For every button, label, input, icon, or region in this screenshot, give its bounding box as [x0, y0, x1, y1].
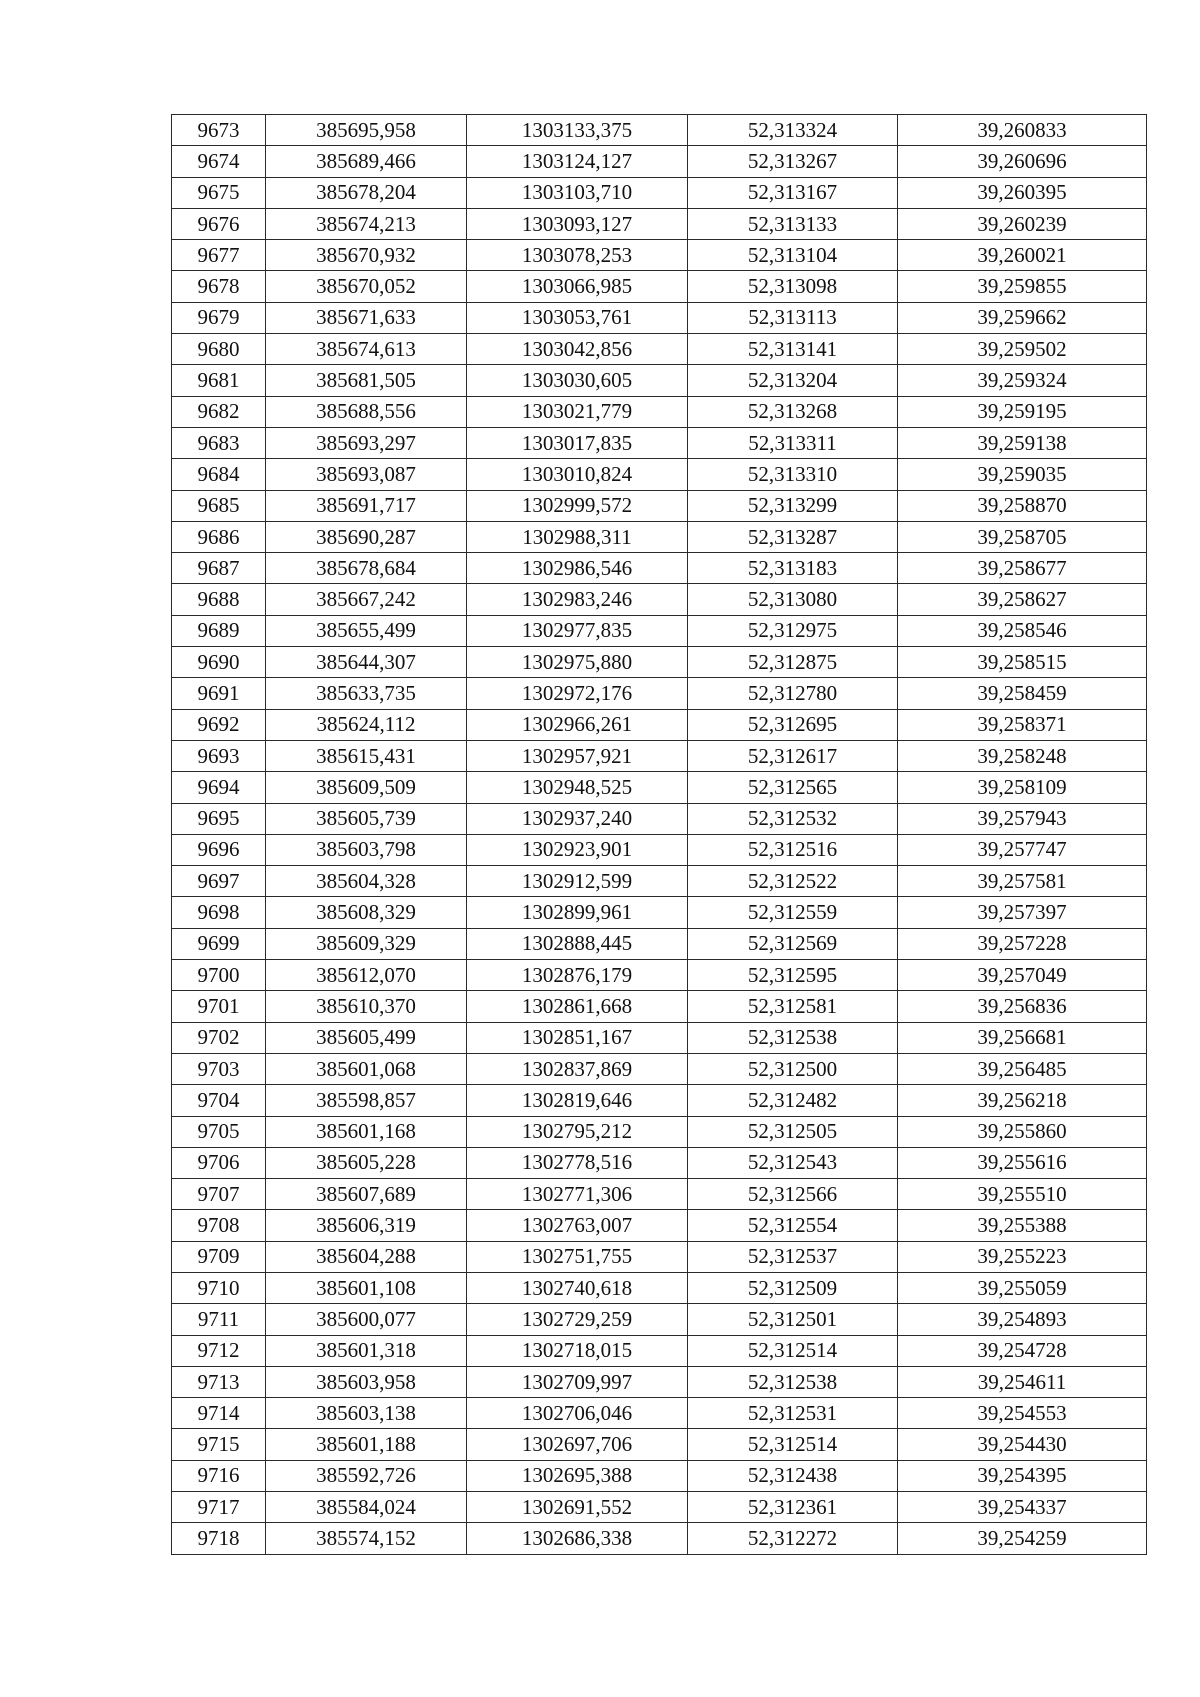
x-coordinate-cell: 385678,204: [266, 177, 467, 208]
table-row: [172, 866, 1147, 897]
longitude-cell: 39,258627: [898, 584, 1147, 615]
y-coordinate-cell: 1302948,525: [467, 772, 688, 803]
table-row: [172, 490, 1147, 521]
table-row: [172, 1210, 1147, 1241]
latitude-cell: 52,312780: [688, 678, 898, 709]
longitude-cell: 39,258371: [898, 709, 1147, 740]
latitude-cell: 52,313268: [688, 396, 898, 427]
table-row: [172, 240, 1147, 271]
table-row: [172, 678, 1147, 709]
point-number-cell: 9712: [172, 1335, 266, 1366]
latitude-cell: 52,312361: [688, 1492, 898, 1523]
x-coordinate-cell: 385670,932: [266, 240, 467, 271]
longitude-cell: 39,260239: [898, 208, 1147, 239]
longitude-cell: 39,257397: [898, 897, 1147, 928]
point-number-cell: 9713: [172, 1366, 266, 1397]
longitude-cell: 39,254430: [898, 1429, 1147, 1460]
point-number-cell: 9697: [172, 866, 266, 897]
table-row: [172, 584, 1147, 615]
longitude-cell: 39,256681: [898, 1022, 1147, 1053]
longitude-cell: 39,254728: [898, 1335, 1147, 1366]
latitude-cell: 52,312532: [688, 803, 898, 834]
point-number-cell: 9687: [172, 553, 266, 584]
y-coordinate-cell: 1302937,240: [467, 803, 688, 834]
y-coordinate-cell: 1302709,997: [467, 1366, 688, 1397]
y-coordinate-cell: 1302706,046: [467, 1398, 688, 1429]
longitude-cell: 39,257049: [898, 960, 1147, 991]
latitude-cell: 52,312543: [688, 1147, 898, 1178]
table-row: [172, 991, 1147, 1022]
y-coordinate-cell: 1303078,253: [467, 240, 688, 271]
x-coordinate-cell: 385601,068: [266, 1053, 467, 1084]
x-coordinate-cell: 385574,152: [266, 1523, 467, 1554]
y-coordinate-cell: 1302837,869: [467, 1053, 688, 1084]
point-number-cell: 9706: [172, 1147, 266, 1178]
table-row: [172, 1179, 1147, 1210]
latitude-cell: 52,313310: [688, 459, 898, 490]
table-row: [172, 1335, 1147, 1366]
x-coordinate-cell: 385601,318: [266, 1335, 467, 1366]
x-coordinate-cell: 385601,108: [266, 1272, 467, 1303]
y-coordinate-cell: 1302888,445: [467, 928, 688, 959]
table-row: [172, 1053, 1147, 1084]
x-coordinate-cell: 385688,556: [266, 396, 467, 427]
latitude-cell: 52,312509: [688, 1272, 898, 1303]
y-coordinate-cell: 1302740,618: [467, 1272, 688, 1303]
latitude-cell: 52,312522: [688, 866, 898, 897]
longitude-cell: 39,254611: [898, 1366, 1147, 1397]
table-row: [172, 772, 1147, 803]
point-number-cell: 9673: [172, 115, 266, 146]
table-row: [172, 396, 1147, 427]
point-number-cell: 9674: [172, 146, 266, 177]
y-coordinate-cell: 1302988,311: [467, 521, 688, 552]
point-number-cell: 9703: [172, 1053, 266, 1084]
longitude-cell: 39,258109: [898, 772, 1147, 803]
latitude-cell: 52,312538: [688, 1022, 898, 1053]
latitude-cell: 52,312537: [688, 1241, 898, 1272]
longitude-cell: 39,254337: [898, 1492, 1147, 1523]
table-row: [172, 1523, 1147, 1554]
latitude-cell: 52,312501: [688, 1304, 898, 1335]
y-coordinate-cell: 1302691,552: [467, 1492, 688, 1523]
longitude-cell: 39,258705: [898, 521, 1147, 552]
latitude-cell: 52,312482: [688, 1085, 898, 1116]
y-coordinate-cell: 1302751,755: [467, 1241, 688, 1272]
point-number-cell: 9698: [172, 897, 266, 928]
x-coordinate-cell: 385693,297: [266, 427, 467, 458]
latitude-cell: 52,313167: [688, 177, 898, 208]
x-coordinate-cell: 385609,329: [266, 928, 467, 959]
x-coordinate-cell: 385600,077: [266, 1304, 467, 1335]
point-number-cell: 9707: [172, 1179, 266, 1210]
longitude-cell: 39,260833: [898, 115, 1147, 146]
longitude-cell: 39,260021: [898, 240, 1147, 271]
longitude-cell: 39,260696: [898, 146, 1147, 177]
longitude-cell: 39,259195: [898, 396, 1147, 427]
point-number-cell: 9685: [172, 490, 266, 521]
table-row: [172, 740, 1147, 771]
longitude-cell: 39,259855: [898, 271, 1147, 302]
x-coordinate-cell: 385691,717: [266, 490, 467, 521]
longitude-cell: 39,256836: [898, 991, 1147, 1022]
x-coordinate-cell: 385689,466: [266, 146, 467, 177]
x-coordinate-cell: 385667,242: [266, 584, 467, 615]
point-number-cell: 9704: [172, 1085, 266, 1116]
latitude-cell: 52,312875: [688, 647, 898, 678]
x-coordinate-cell: 385601,168: [266, 1116, 467, 1147]
point-number-cell: 9686: [172, 521, 266, 552]
latitude-cell: 52,312581: [688, 991, 898, 1022]
table-row: [172, 553, 1147, 584]
table-row: [172, 960, 1147, 991]
point-number-cell: 9690: [172, 647, 266, 678]
longitude-cell: 39,259324: [898, 365, 1147, 396]
y-coordinate-cell: 1302972,176: [467, 678, 688, 709]
y-coordinate-cell: 1302966,261: [467, 709, 688, 740]
table-row: [172, 1147, 1147, 1178]
y-coordinate-cell: 1302851,167: [467, 1022, 688, 1053]
y-coordinate-cell: 1302957,921: [467, 740, 688, 771]
longitude-cell: 39,260395: [898, 177, 1147, 208]
latitude-cell: 52,313104: [688, 240, 898, 271]
latitude-cell: 52,312500: [688, 1053, 898, 1084]
table-row: [172, 334, 1147, 365]
table-row: [172, 709, 1147, 740]
latitude-cell: 52,312505: [688, 1116, 898, 1147]
longitude-cell: 39,255616: [898, 1147, 1147, 1178]
y-coordinate-cell: 1302778,516: [467, 1147, 688, 1178]
x-coordinate-cell: 385605,499: [266, 1022, 467, 1053]
longitude-cell: 39,255510: [898, 1179, 1147, 1210]
latitude-cell: 52,312438: [688, 1460, 898, 1491]
x-coordinate-cell: 385670,052: [266, 271, 467, 302]
point-number-cell: 9678: [172, 271, 266, 302]
y-coordinate-cell: 1302899,961: [467, 897, 688, 928]
table-row: [172, 1116, 1147, 1147]
x-coordinate-cell: 385603,138: [266, 1398, 467, 1429]
table-row: [172, 1272, 1147, 1303]
table-row: [172, 521, 1147, 552]
x-coordinate-cell: 385624,112: [266, 709, 467, 740]
latitude-cell: 52,313133: [688, 208, 898, 239]
table-row: [172, 615, 1147, 646]
table-row: [172, 928, 1147, 959]
x-coordinate-cell: 385603,798: [266, 834, 467, 865]
x-coordinate-cell: 385674,613: [266, 334, 467, 365]
y-coordinate-cell: 1303093,127: [467, 208, 688, 239]
point-number-cell: 9718: [172, 1523, 266, 1554]
x-coordinate-cell: 385584,024: [266, 1492, 467, 1523]
latitude-cell: 52,312565: [688, 772, 898, 803]
latitude-cell: 52,313183: [688, 553, 898, 584]
x-coordinate-cell: 385612,070: [266, 960, 467, 991]
y-coordinate-cell: 1302718,015: [467, 1335, 688, 1366]
point-number-cell: 9681: [172, 365, 266, 396]
point-number-cell: 9688: [172, 584, 266, 615]
x-coordinate-cell: 385601,188: [266, 1429, 467, 1460]
latitude-cell: 52,313267: [688, 146, 898, 177]
latitude-cell: 52,313311: [688, 427, 898, 458]
point-number-cell: 9717: [172, 1492, 266, 1523]
point-number-cell: 9709: [172, 1241, 266, 1272]
longitude-cell: 39,255388: [898, 1210, 1147, 1241]
table-row: [172, 897, 1147, 928]
point-number-cell: 9696: [172, 834, 266, 865]
latitude-cell: 52,312975: [688, 615, 898, 646]
y-coordinate-cell: 1302861,668: [467, 991, 688, 1022]
x-coordinate-cell: 385604,328: [266, 866, 467, 897]
latitude-cell: 52,312554: [688, 1210, 898, 1241]
point-number-cell: 9693: [172, 740, 266, 771]
point-number-cell: 9694: [172, 772, 266, 803]
x-coordinate-cell: 385681,505: [266, 365, 467, 396]
table-row: [172, 647, 1147, 678]
y-coordinate-cell: 1302912,599: [467, 866, 688, 897]
x-coordinate-cell: 385693,087: [266, 459, 467, 490]
y-coordinate-cell: 1302977,835: [467, 615, 688, 646]
longitude-cell: 39,258677: [898, 553, 1147, 584]
longitude-cell: 39,258870: [898, 490, 1147, 521]
x-coordinate-cell: 385674,213: [266, 208, 467, 239]
y-coordinate-cell: 1302999,572: [467, 490, 688, 521]
table-row: [172, 1304, 1147, 1335]
table-row: [172, 177, 1147, 208]
x-coordinate-cell: 385606,319: [266, 1210, 467, 1241]
longitude-cell: 39,259035: [898, 459, 1147, 490]
table-row: [172, 427, 1147, 458]
latitude-cell: 52,312514: [688, 1335, 898, 1366]
table-body: [172, 115, 1147, 1555]
x-coordinate-cell: 385671,633: [266, 302, 467, 333]
latitude-cell: 52,313141: [688, 334, 898, 365]
table-row: [172, 1460, 1147, 1491]
y-coordinate-cell: 1302795,212: [467, 1116, 688, 1147]
point-number-cell: 9692: [172, 709, 266, 740]
y-coordinate-cell: 1303010,824: [467, 459, 688, 490]
longitude-cell: 39,257581: [898, 866, 1147, 897]
longitude-cell: 39,258515: [898, 647, 1147, 678]
longitude-cell: 39,258459: [898, 678, 1147, 709]
table-row: [172, 834, 1147, 865]
y-coordinate-cell: 1303124,127: [467, 146, 688, 177]
longitude-cell: 39,257943: [898, 803, 1147, 834]
point-number-cell: 9699: [172, 928, 266, 959]
latitude-cell: 52,313098: [688, 271, 898, 302]
latitude-cell: 52,313080: [688, 584, 898, 615]
table-row: [172, 1241, 1147, 1272]
longitude-cell: 39,259138: [898, 427, 1147, 458]
point-number-cell: 9711: [172, 1304, 266, 1335]
point-number-cell: 9683: [172, 427, 266, 458]
x-coordinate-cell: 385605,739: [266, 803, 467, 834]
x-coordinate-cell: 385633,735: [266, 678, 467, 709]
latitude-cell: 52,313204: [688, 365, 898, 396]
longitude-cell: 39,258248: [898, 740, 1147, 771]
longitude-cell: 39,255059: [898, 1272, 1147, 1303]
latitude-cell: 52,312617: [688, 740, 898, 771]
longitude-cell: 39,257228: [898, 928, 1147, 959]
y-coordinate-cell: 1302763,007: [467, 1210, 688, 1241]
table-row: [172, 146, 1147, 177]
point-number-cell: 9676: [172, 208, 266, 239]
longitude-cell: 39,258546: [898, 615, 1147, 646]
y-coordinate-cell: 1303053,761: [467, 302, 688, 333]
latitude-cell: 52,313287: [688, 521, 898, 552]
x-coordinate-cell: 385644,307: [266, 647, 467, 678]
x-coordinate-cell: 385604,288: [266, 1241, 467, 1272]
x-coordinate-cell: 385607,689: [266, 1179, 467, 1210]
longitude-cell: 39,254553: [898, 1398, 1147, 1429]
longitude-cell: 39,259502: [898, 334, 1147, 365]
y-coordinate-cell: 1302771,306: [467, 1179, 688, 1210]
table-row: [172, 365, 1147, 396]
longitude-cell: 39,254395: [898, 1460, 1147, 1491]
x-coordinate-cell: 385592,726: [266, 1460, 467, 1491]
y-coordinate-cell: 1302975,880: [467, 647, 688, 678]
longitude-cell: 39,256485: [898, 1053, 1147, 1084]
y-coordinate-cell: 1303042,856: [467, 334, 688, 365]
longitude-cell: 39,259662: [898, 302, 1147, 333]
latitude-cell: 52,312531: [688, 1398, 898, 1429]
x-coordinate-cell: 385610,370: [266, 991, 467, 1022]
latitude-cell: 52,312569: [688, 928, 898, 959]
latitude-cell: 52,313324: [688, 115, 898, 146]
table-row: [172, 1398, 1147, 1429]
table-row: [172, 208, 1147, 239]
latitude-cell: 52,312695: [688, 709, 898, 740]
y-coordinate-cell: 1302686,338: [467, 1523, 688, 1554]
point-number-cell: 9682: [172, 396, 266, 427]
longitude-cell: 39,255860: [898, 1116, 1147, 1147]
latitude-cell: 52,312514: [688, 1429, 898, 1460]
coordinates-table: [171, 114, 1147, 1555]
table-row: [172, 1492, 1147, 1523]
point-number-cell: 9716: [172, 1460, 266, 1491]
table-row: [172, 459, 1147, 490]
longitude-cell: 39,257747: [898, 834, 1147, 865]
latitude-cell: 52,312516: [688, 834, 898, 865]
table-row: [172, 271, 1147, 302]
x-coordinate-cell: 385598,857: [266, 1085, 467, 1116]
x-coordinate-cell: 385678,684: [266, 553, 467, 584]
latitude-cell: 52,313113: [688, 302, 898, 333]
x-coordinate-cell: 385690,287: [266, 521, 467, 552]
latitude-cell: 52,312559: [688, 897, 898, 928]
point-number-cell: 9684: [172, 459, 266, 490]
point-number-cell: 9675: [172, 177, 266, 208]
table-row: [172, 803, 1147, 834]
point-number-cell: 9714: [172, 1398, 266, 1429]
longitude-cell: 39,255223: [898, 1241, 1147, 1272]
table-row: [172, 1085, 1147, 1116]
latitude-cell: 52,312566: [688, 1179, 898, 1210]
latitude-cell: 52,312272: [688, 1523, 898, 1554]
y-coordinate-cell: 1302695,388: [467, 1460, 688, 1491]
longitude-cell: 39,254259: [898, 1523, 1147, 1554]
point-number-cell: 9701: [172, 991, 266, 1022]
table-row: [172, 1429, 1147, 1460]
x-coordinate-cell: 385695,958: [266, 115, 467, 146]
table-row: [172, 115, 1147, 146]
y-coordinate-cell: 1303103,710: [467, 177, 688, 208]
y-coordinate-cell: 1302697,706: [467, 1429, 688, 1460]
point-number-cell: 9689: [172, 615, 266, 646]
latitude-cell: 52,312538: [688, 1366, 898, 1397]
point-number-cell: 9679: [172, 302, 266, 333]
x-coordinate-cell: 385615,431: [266, 740, 467, 771]
y-coordinate-cell: 1303133,375: [467, 115, 688, 146]
table-row: [172, 1366, 1147, 1397]
point-number-cell: 9695: [172, 803, 266, 834]
y-coordinate-cell: 1302983,246: [467, 584, 688, 615]
latitude-cell: 52,312595: [688, 960, 898, 991]
y-coordinate-cell: 1302923,901: [467, 834, 688, 865]
point-number-cell: 9708: [172, 1210, 266, 1241]
table-row: [172, 1022, 1147, 1053]
point-number-cell: 9691: [172, 678, 266, 709]
point-number-cell: 9710: [172, 1272, 266, 1303]
point-number-cell: 9677: [172, 240, 266, 271]
y-coordinate-cell: 1303030,605: [467, 365, 688, 396]
y-coordinate-cell: 1303017,835: [467, 427, 688, 458]
y-coordinate-cell: 1302819,646: [467, 1085, 688, 1116]
point-number-cell: 9715: [172, 1429, 266, 1460]
y-coordinate-cell: 1302729,259: [467, 1304, 688, 1335]
latitude-cell: 52,313299: [688, 490, 898, 521]
y-coordinate-cell: 1302986,546: [467, 553, 688, 584]
y-coordinate-cell: 1303021,779: [467, 396, 688, 427]
y-coordinate-cell: 1302876,179: [467, 960, 688, 991]
x-coordinate-cell: 385603,958: [266, 1366, 467, 1397]
point-number-cell: 9700: [172, 960, 266, 991]
x-coordinate-cell: 385608,329: [266, 897, 467, 928]
longitude-cell: 39,254893: [898, 1304, 1147, 1335]
point-number-cell: 9680: [172, 334, 266, 365]
longitude-cell: 39,256218: [898, 1085, 1147, 1116]
y-coordinate-cell: 1303066,985: [467, 271, 688, 302]
x-coordinate-cell: 385609,509: [266, 772, 467, 803]
point-number-cell: 9702: [172, 1022, 266, 1053]
table-row: [172, 302, 1147, 333]
x-coordinate-cell: 385605,228: [266, 1147, 467, 1178]
point-number-cell: 9705: [172, 1116, 266, 1147]
x-coordinate-cell: 385655,499: [266, 615, 467, 646]
